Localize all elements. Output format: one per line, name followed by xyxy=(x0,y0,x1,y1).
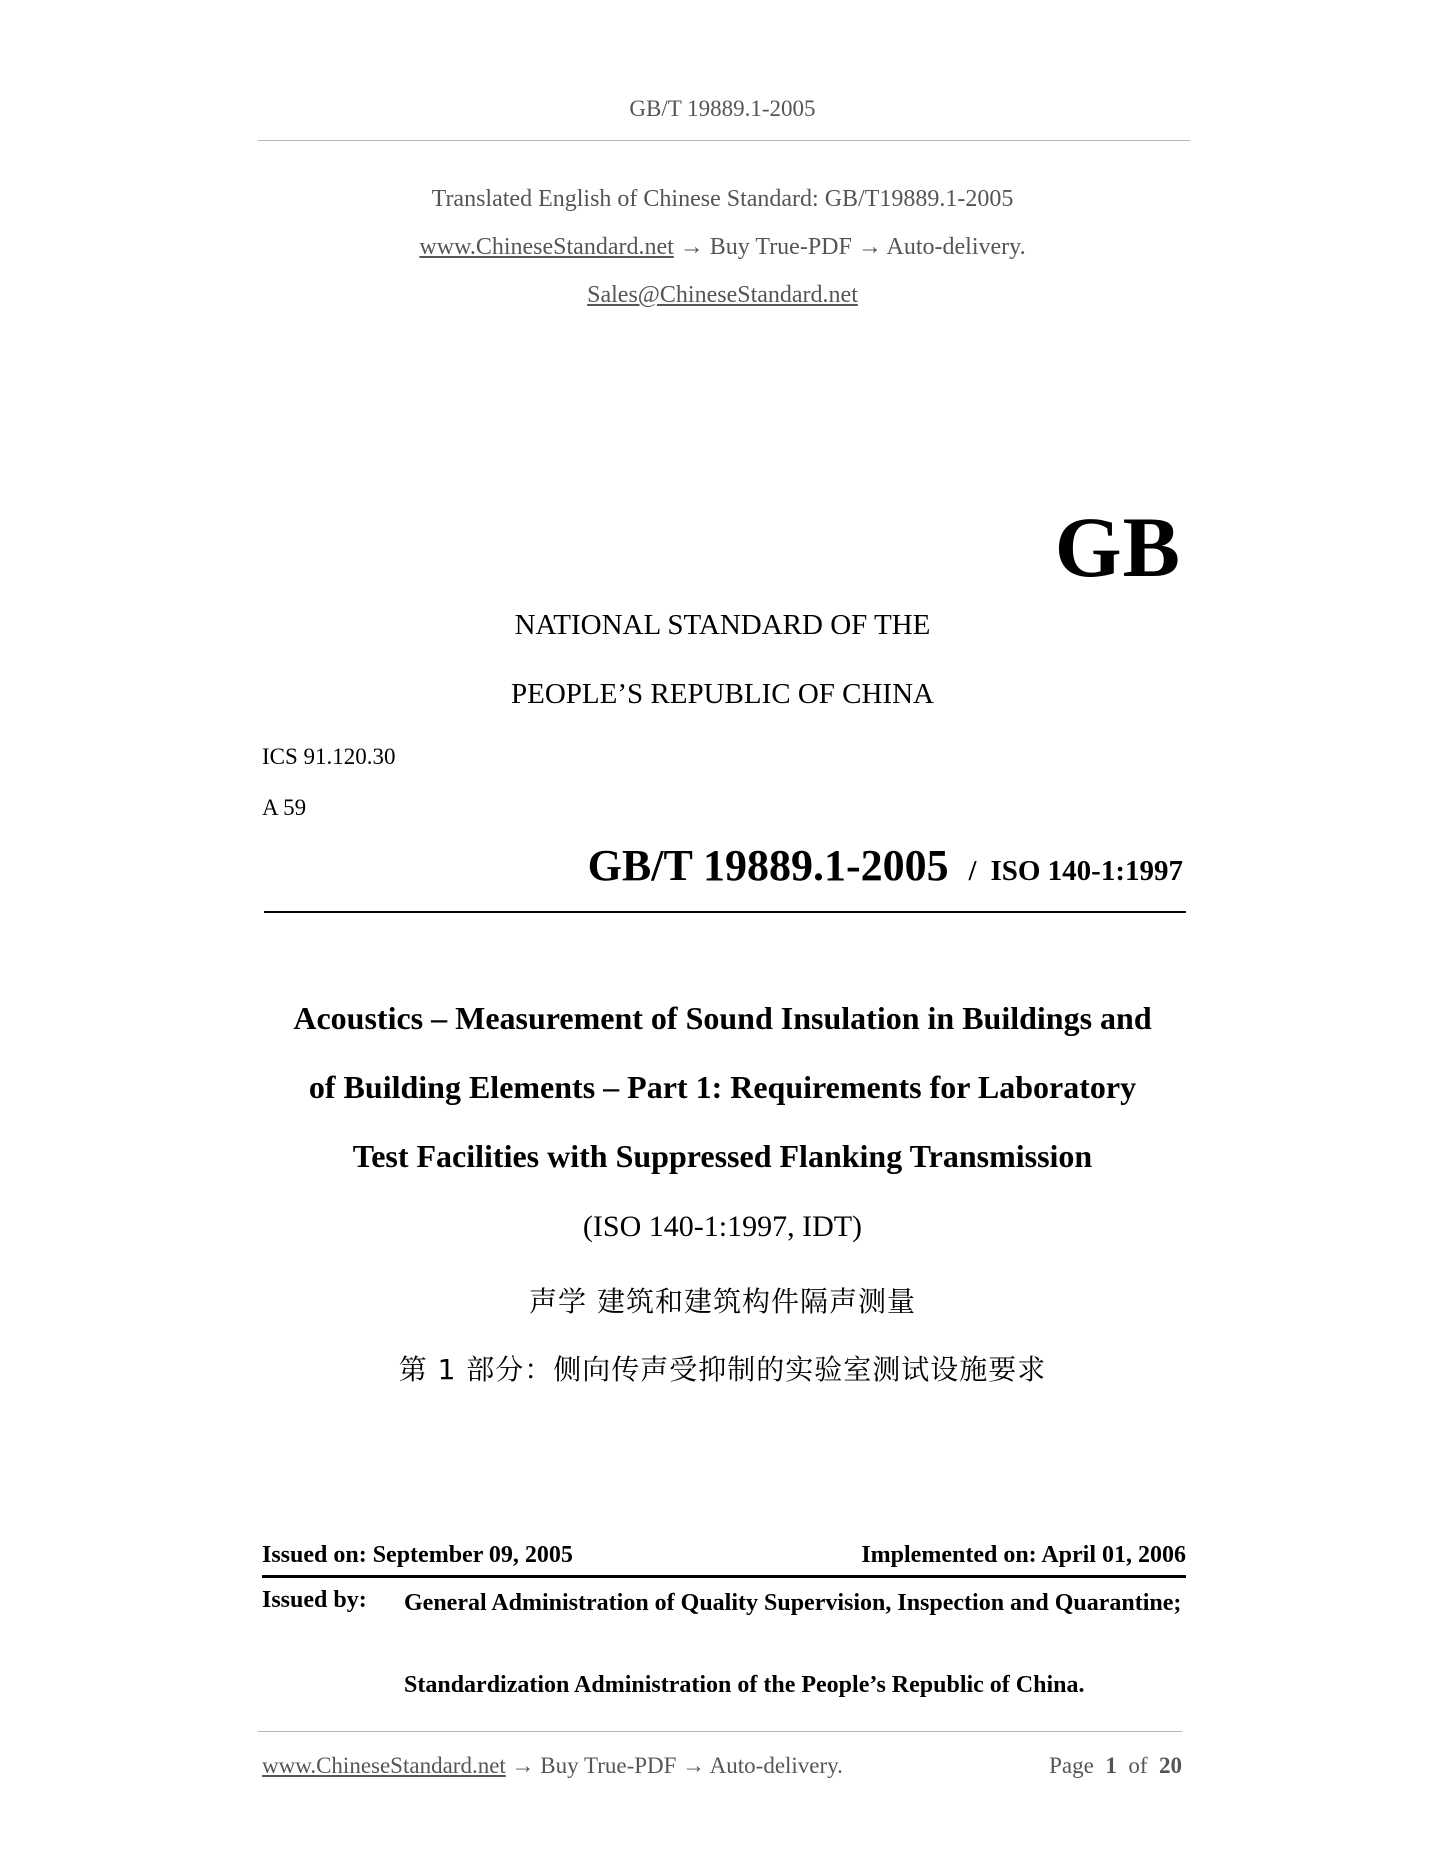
purchase-text: → Buy True-PDF → Auto-delivery. xyxy=(679,234,1026,260)
total-pages: 20 xyxy=(1159,1753,1182,1778)
implemented-on: Implemented on: April 01, 2006 xyxy=(861,1542,1186,1568)
national-standard-line2: PEOPLE’S REPUBLIC OF CHINA xyxy=(511,678,934,710)
translation-notice: Translated English of Chinese Standard: GB/T19889.1-2005 xyxy=(431,186,1014,212)
standard-number-line xyxy=(588,840,1183,891)
standard-number: GB/T 19889.1-2005 xyxy=(587,841,949,890)
issued-by-block xyxy=(262,1587,1186,1657)
issuer-2: Standardization Administration of the People’s Republic of China. xyxy=(404,1672,1085,1698)
email-line xyxy=(0,282,1445,309)
ccs-code: A 59 xyxy=(262,795,307,820)
page-indicator xyxy=(1049,1753,1182,1779)
dates-row xyxy=(262,1542,1186,1569)
national-standard-line1: NATIONAL STANDARD OF THE xyxy=(514,609,931,641)
running-header: GB/T 19889.1-2005 xyxy=(629,96,816,121)
footer-website-link[interactable]: www.ChineseStandard.net xyxy=(262,1753,506,1778)
issued-on: Issued on: September 09, 2005 xyxy=(262,1542,573,1568)
number-separator: / xyxy=(968,856,977,887)
footer-divider xyxy=(258,1731,1182,1732)
title-line-3: Test Facilities with Suppressed Flanking Transmission xyxy=(352,1138,1093,1174)
gb-logo: GB xyxy=(1054,499,1181,595)
website-link[interactable]: www.ChineseStandard.net xyxy=(419,234,674,260)
standard-number-rule xyxy=(264,911,1186,913)
iso-reference: (ISO 140-1:1997, IDT) xyxy=(582,1210,863,1243)
issuer-1: General Administration of Quality Supervision, Inspection and Quarantine; xyxy=(404,1590,1182,1616)
current-page: 1 xyxy=(1105,1753,1117,1778)
title-line-2: of Building Elements – Part 1: Requirements for Laboratory xyxy=(308,1069,1137,1105)
iso-number: ISO 140-1:1997 xyxy=(990,855,1183,887)
sales-email-link[interactable]: Sales@ChineseStandard.net xyxy=(587,282,858,308)
header-divider xyxy=(258,140,1190,141)
issued-by-label: Issued by: xyxy=(262,1587,367,1613)
footer-purchase-text: → Buy True-PDF → Auto-delivery. xyxy=(511,1753,843,1778)
chinese-title-line-2: 第 1 部分：侧向传声受抑制的实验室测试设施要求 xyxy=(398,1353,1047,1386)
page-label: Page xyxy=(1049,1753,1094,1778)
dates-rule xyxy=(262,1575,1186,1578)
title-line-1: Acoustics – Measurement of Sound Insulation in Buildings and xyxy=(293,1000,1152,1036)
footer xyxy=(262,1753,1182,1779)
chinese-title-line-1: 声学 建筑和建筑构件隔声测量 xyxy=(529,1285,916,1318)
of-label: of xyxy=(1128,1753,1148,1778)
ics-code: ICS 91.120.30 xyxy=(262,744,396,769)
purchase-line xyxy=(0,234,1445,261)
